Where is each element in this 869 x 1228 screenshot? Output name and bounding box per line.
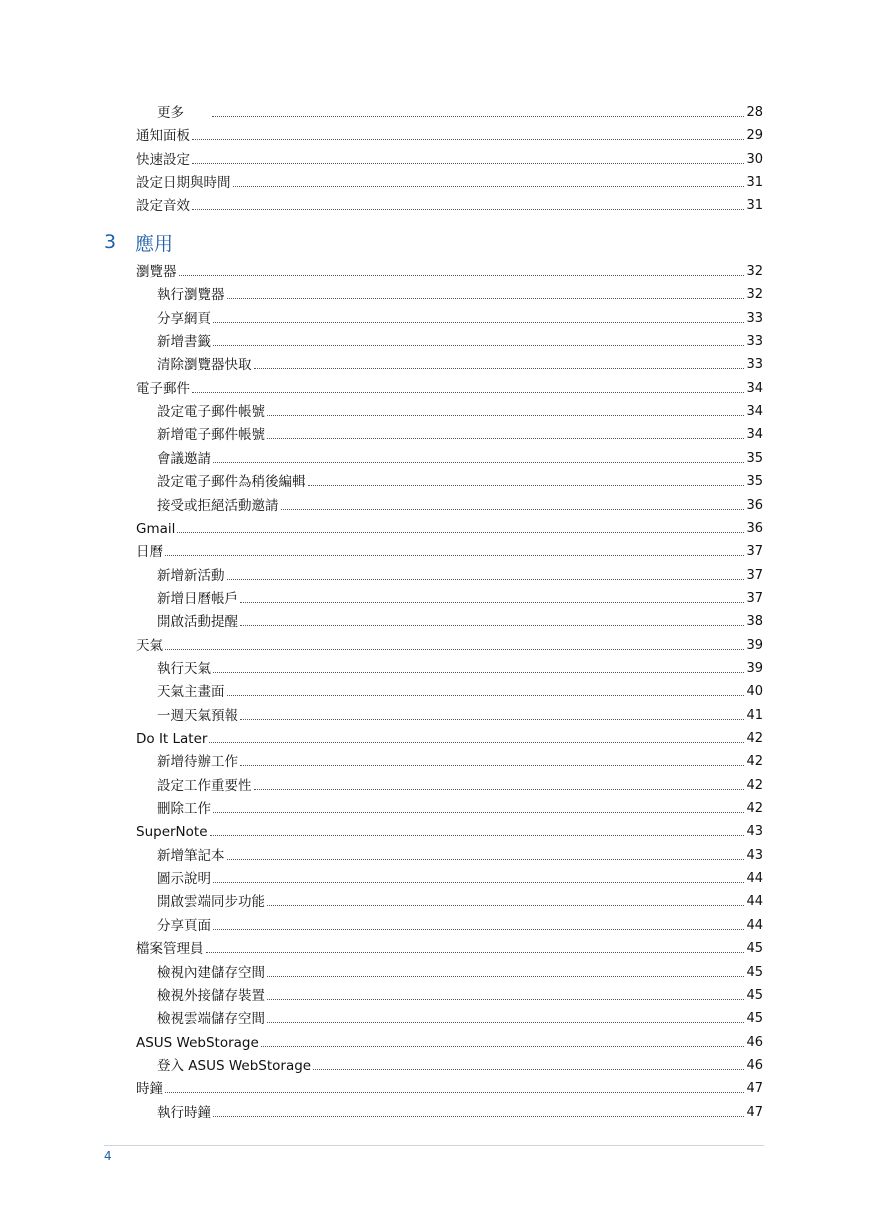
- toc-entry-page: 45: [746, 987, 763, 1003]
- toc-entry-page: 31: [746, 198, 763, 214]
- toc-entry[interactable]: [136, 377, 763, 397]
- toc-entry-page: 36: [746, 497, 763, 513]
- toc-entry[interactable]: [157, 680, 763, 700]
- toc-entry[interactable]: [157, 564, 763, 584]
- toc-entry-title: 電子郵件: [136, 380, 190, 397]
- toc-entry-page: 38: [746, 614, 763, 630]
- dot-leader: [213, 671, 744, 673]
- toc-entry[interactable]: [157, 330, 763, 350]
- toc-entry[interactable]: [157, 704, 763, 724]
- toc-entry[interactable]: [136, 260, 763, 280]
- toc-entry-page: 47: [746, 1081, 763, 1097]
- page-number: 4: [104, 1149, 112, 1163]
- dot-leader: [267, 437, 744, 439]
- toc-entry-page: 40: [746, 684, 763, 700]
- toc-entry[interactable]: [157, 1101, 763, 1121]
- toc-entry-page: 41: [746, 707, 763, 723]
- dot-leader: [209, 741, 744, 743]
- dot-leader: [227, 694, 745, 696]
- toc-entry-title: 分享網頁: [157, 310, 211, 327]
- toc-entry[interactable]: [136, 540, 763, 560]
- toc-entry[interactable]: [136, 194, 763, 214]
- toc-entry-title: Gmail: [136, 520, 176, 537]
- dot-leader: [227, 297, 745, 299]
- toc-entry-page: 42: [746, 801, 763, 817]
- toc-entry-page: 34: [746, 427, 763, 443]
- toc-entry-title: 檢視雲端儲存空間: [157, 1011, 265, 1028]
- toc-entry-title: 清除瀏覽器快取: [157, 357, 252, 374]
- dot-leader: [254, 367, 745, 369]
- toc-entry-title: 檢視外接儲存裝置: [157, 987, 265, 1004]
- toc-entry[interactable]: [157, 1054, 763, 1074]
- dot-leader: [212, 115, 744, 117]
- toc-entry-title: 新增筆記本: [157, 847, 225, 864]
- toc-entry[interactable]: [157, 447, 763, 467]
- toc-entry-page: 39: [746, 660, 763, 676]
- toc-entry-title: 開啟雲端同步功能: [157, 894, 265, 911]
- dot-leader: [267, 998, 744, 1000]
- toc-entry[interactable]: [157, 774, 763, 794]
- toc-entry[interactable]: [157, 587, 763, 607]
- toc-entry-page: 46: [746, 1034, 763, 1050]
- dot-leader: [192, 208, 744, 210]
- toc-entry[interactable]: [136, 820, 763, 840]
- toc-entry[interactable]: [157, 914, 763, 934]
- toc-entry-page: 43: [746, 847, 763, 863]
- dot-leader: [240, 764, 744, 766]
- dot-leader: [240, 624, 744, 626]
- dot-leader: [267, 904, 744, 906]
- dot-leader: [227, 858, 745, 860]
- toc-entry[interactable]: [157, 423, 763, 443]
- toc-entry-title: 刪除工作: [157, 801, 211, 818]
- toc-entry-title: 檢視內建儲存空間: [157, 964, 265, 981]
- toc-entry[interactable]: [136, 1031, 763, 1051]
- dot-leader: [308, 484, 745, 486]
- toc-entry-title: 新增新活動: [157, 567, 225, 584]
- toc-entry-page: 33: [746, 310, 763, 326]
- toc-entry-title: 分享頁面: [157, 917, 211, 934]
- toc-entry-title: 登入 ASUS WebStorage: [157, 1057, 312, 1074]
- toc-entry-title: 日曆: [136, 544, 163, 561]
- dot-leader: [213, 321, 744, 323]
- toc-entry[interactable]: [157, 283, 763, 303]
- toc-entry-title: 設定音效: [136, 198, 190, 215]
- dot-leader: [267, 414, 744, 416]
- toc-entry-page: 33: [746, 334, 763, 350]
- toc-entry[interactable]: [157, 101, 763, 121]
- toc-entry-page: 36: [746, 520, 763, 536]
- toc-entry-page: 35: [746, 474, 763, 490]
- toc-entry[interactable]: [157, 984, 763, 1004]
- toc-entry-title: 設定日期與時間: [136, 175, 231, 192]
- toc-entry-title: 執行時鐘: [157, 1104, 211, 1121]
- toc-entry[interactable]: [157, 844, 763, 864]
- toc-entry-title: 時鐘: [136, 1081, 163, 1098]
- dot-leader: [313, 1068, 744, 1070]
- toc-entry[interactable]: [136, 634, 763, 654]
- toc-entry-title: Do It Later: [136, 731, 208, 747]
- dot-leader: [254, 788, 745, 790]
- dot-leader: [240, 601, 744, 603]
- dot-leader: [213, 461, 744, 463]
- toc-entry[interactable]: [157, 470, 763, 490]
- chapter-title: 應用: [135, 232, 174, 255]
- dot-leader: [213, 344, 744, 346]
- toc-entry-page: 42: [746, 731, 763, 746]
- dot-leader: [179, 274, 745, 276]
- toc-entry-page: 46: [746, 1057, 763, 1073]
- toc-entry-page: 45: [746, 964, 763, 980]
- toc-entry-title: 新增待辦工作: [157, 754, 238, 771]
- toc-entry[interactable]: [157, 610, 763, 630]
- toc-entry[interactable]: [157, 353, 763, 373]
- chapter-number: 3: [104, 231, 117, 253]
- footer-divider: [104, 1145, 764, 1146]
- toc-entry-page: 45: [746, 941, 763, 957]
- toc-entry-title: 更多: [157, 105, 184, 121]
- dot-leader: [177, 531, 744, 533]
- toc-entry-page: 47: [746, 1104, 763, 1120]
- toc-entry-page: 45: [746, 1011, 763, 1027]
- dot-leader: [240, 718, 744, 720]
- toc-entry-page: 37: [746, 590, 763, 606]
- toc-entry-title: 一週天氣預報: [157, 707, 238, 724]
- toc-entry-title: 新增書籤: [157, 334, 211, 351]
- toc-entry[interactable]: [157, 657, 763, 677]
- toc-entry[interactable]: [136, 727, 763, 747]
- toc-entry[interactable]: [157, 494, 763, 514]
- toc-entry-title: 會議邀請: [157, 450, 211, 467]
- toc-entry[interactable]: [136, 124, 763, 144]
- dot-leader: [233, 185, 745, 187]
- toc-entry-title: 瀏覽器: [136, 264, 177, 280]
- toc-entry-page: 44: [746, 871, 763, 887]
- toc-entry[interactable]: [157, 867, 763, 887]
- toc-entry-title: 設定電子郵件為稍後編輯: [157, 474, 306, 491]
- dot-leader: [213, 811, 744, 813]
- toc-entry-title: 接受或拒絕活動邀請: [157, 497, 279, 514]
- toc-entry-title: 執行天氣: [157, 660, 211, 677]
- toc-entry-title: 設定電子郵件帳號: [157, 404, 265, 421]
- toc-entry[interactable]: [157, 400, 763, 420]
- dot-leader: [192, 138, 744, 140]
- toc-entry-page: 34: [746, 404, 763, 420]
- dot-leader: [165, 1091, 744, 1093]
- toc-entry-page: 34: [746, 380, 763, 396]
- toc-entry[interactable]: [157, 307, 763, 327]
- chapter-heading: [104, 229, 173, 255]
- toc-entry-page: 37: [746, 567, 763, 583]
- toc-entry-title: 執行瀏覽器: [157, 287, 225, 304]
- dot-leader: [227, 578, 745, 580]
- toc-entry-title: ASUS WebStorage: [136, 1034, 259, 1051]
- toc-entry-page: 44: [746, 894, 763, 910]
- toc-entry[interactable]: [157, 797, 763, 817]
- toc-entry-title: 天氣主畫面: [157, 684, 225, 701]
- toc-entry-page: 37: [746, 544, 763, 560]
- dot-leader: [192, 162, 744, 164]
- toc-entry-page: 30: [746, 151, 763, 167]
- toc-entry-title: 開啟活動提醒: [157, 614, 238, 631]
- dot-leader: [267, 1021, 744, 1023]
- toc-entry-page: 32: [746, 287, 763, 303]
- toc-entry-page: 32: [746, 264, 763, 279]
- dot-leader: [281, 508, 745, 510]
- toc-entry-page: 43: [746, 824, 763, 840]
- toc-entry-title: 快速設定: [136, 151, 190, 168]
- toc-entry-page: 42: [746, 777, 763, 793]
- dot-leader: [165, 554, 744, 556]
- toc-entry[interactable]: [157, 961, 763, 981]
- toc-entry[interactable]: [136, 937, 763, 957]
- toc-entry-title: 設定工作重要性: [157, 777, 252, 794]
- toc-entry[interactable]: [136, 517, 763, 537]
- toc-entry-page: 44: [746, 917, 763, 933]
- dot-leader: [206, 951, 745, 953]
- toc-entry[interactable]: [136, 171, 763, 191]
- dot-leader: [210, 834, 745, 836]
- toc-entry-page: 31: [746, 175, 763, 191]
- dot-leader: [261, 1045, 745, 1047]
- dot-leader: [165, 648, 744, 650]
- dot-leader: [267, 975, 744, 977]
- toc-entry-page: 33: [746, 357, 763, 373]
- toc-entry-title: SuperNote: [136, 824, 208, 841]
- toc-entry-page: 28: [746, 105, 763, 120]
- toc-entry-title: 圖示說明: [157, 871, 211, 888]
- toc-entry-title: 新增日曆帳戶: [157, 590, 238, 607]
- dot-leader: [213, 881, 744, 883]
- toc-entry-page: 29: [746, 128, 763, 144]
- dot-leader: [213, 1115, 744, 1117]
- toc-entry-title: 通知面板: [136, 128, 190, 145]
- dot-leader: [213, 928, 744, 930]
- toc-entry[interactable]: [157, 890, 763, 910]
- toc-entry-page: 39: [746, 637, 763, 653]
- toc-entry-title: 新增電子郵件帳號: [157, 427, 265, 444]
- toc-entry[interactable]: [136, 1077, 763, 1097]
- toc-entry-title: 檔案管理員: [136, 941, 204, 958]
- toc-entry[interactable]: [136, 148, 763, 168]
- toc-entry-page: 35: [746, 450, 763, 466]
- dot-leader: [192, 391, 744, 393]
- toc-entry-title: 天氣: [136, 637, 163, 654]
- toc-entry[interactable]: [157, 750, 763, 770]
- toc-entry-page: 42: [746, 754, 763, 770]
- toc-entry[interactable]: [157, 1007, 763, 1027]
